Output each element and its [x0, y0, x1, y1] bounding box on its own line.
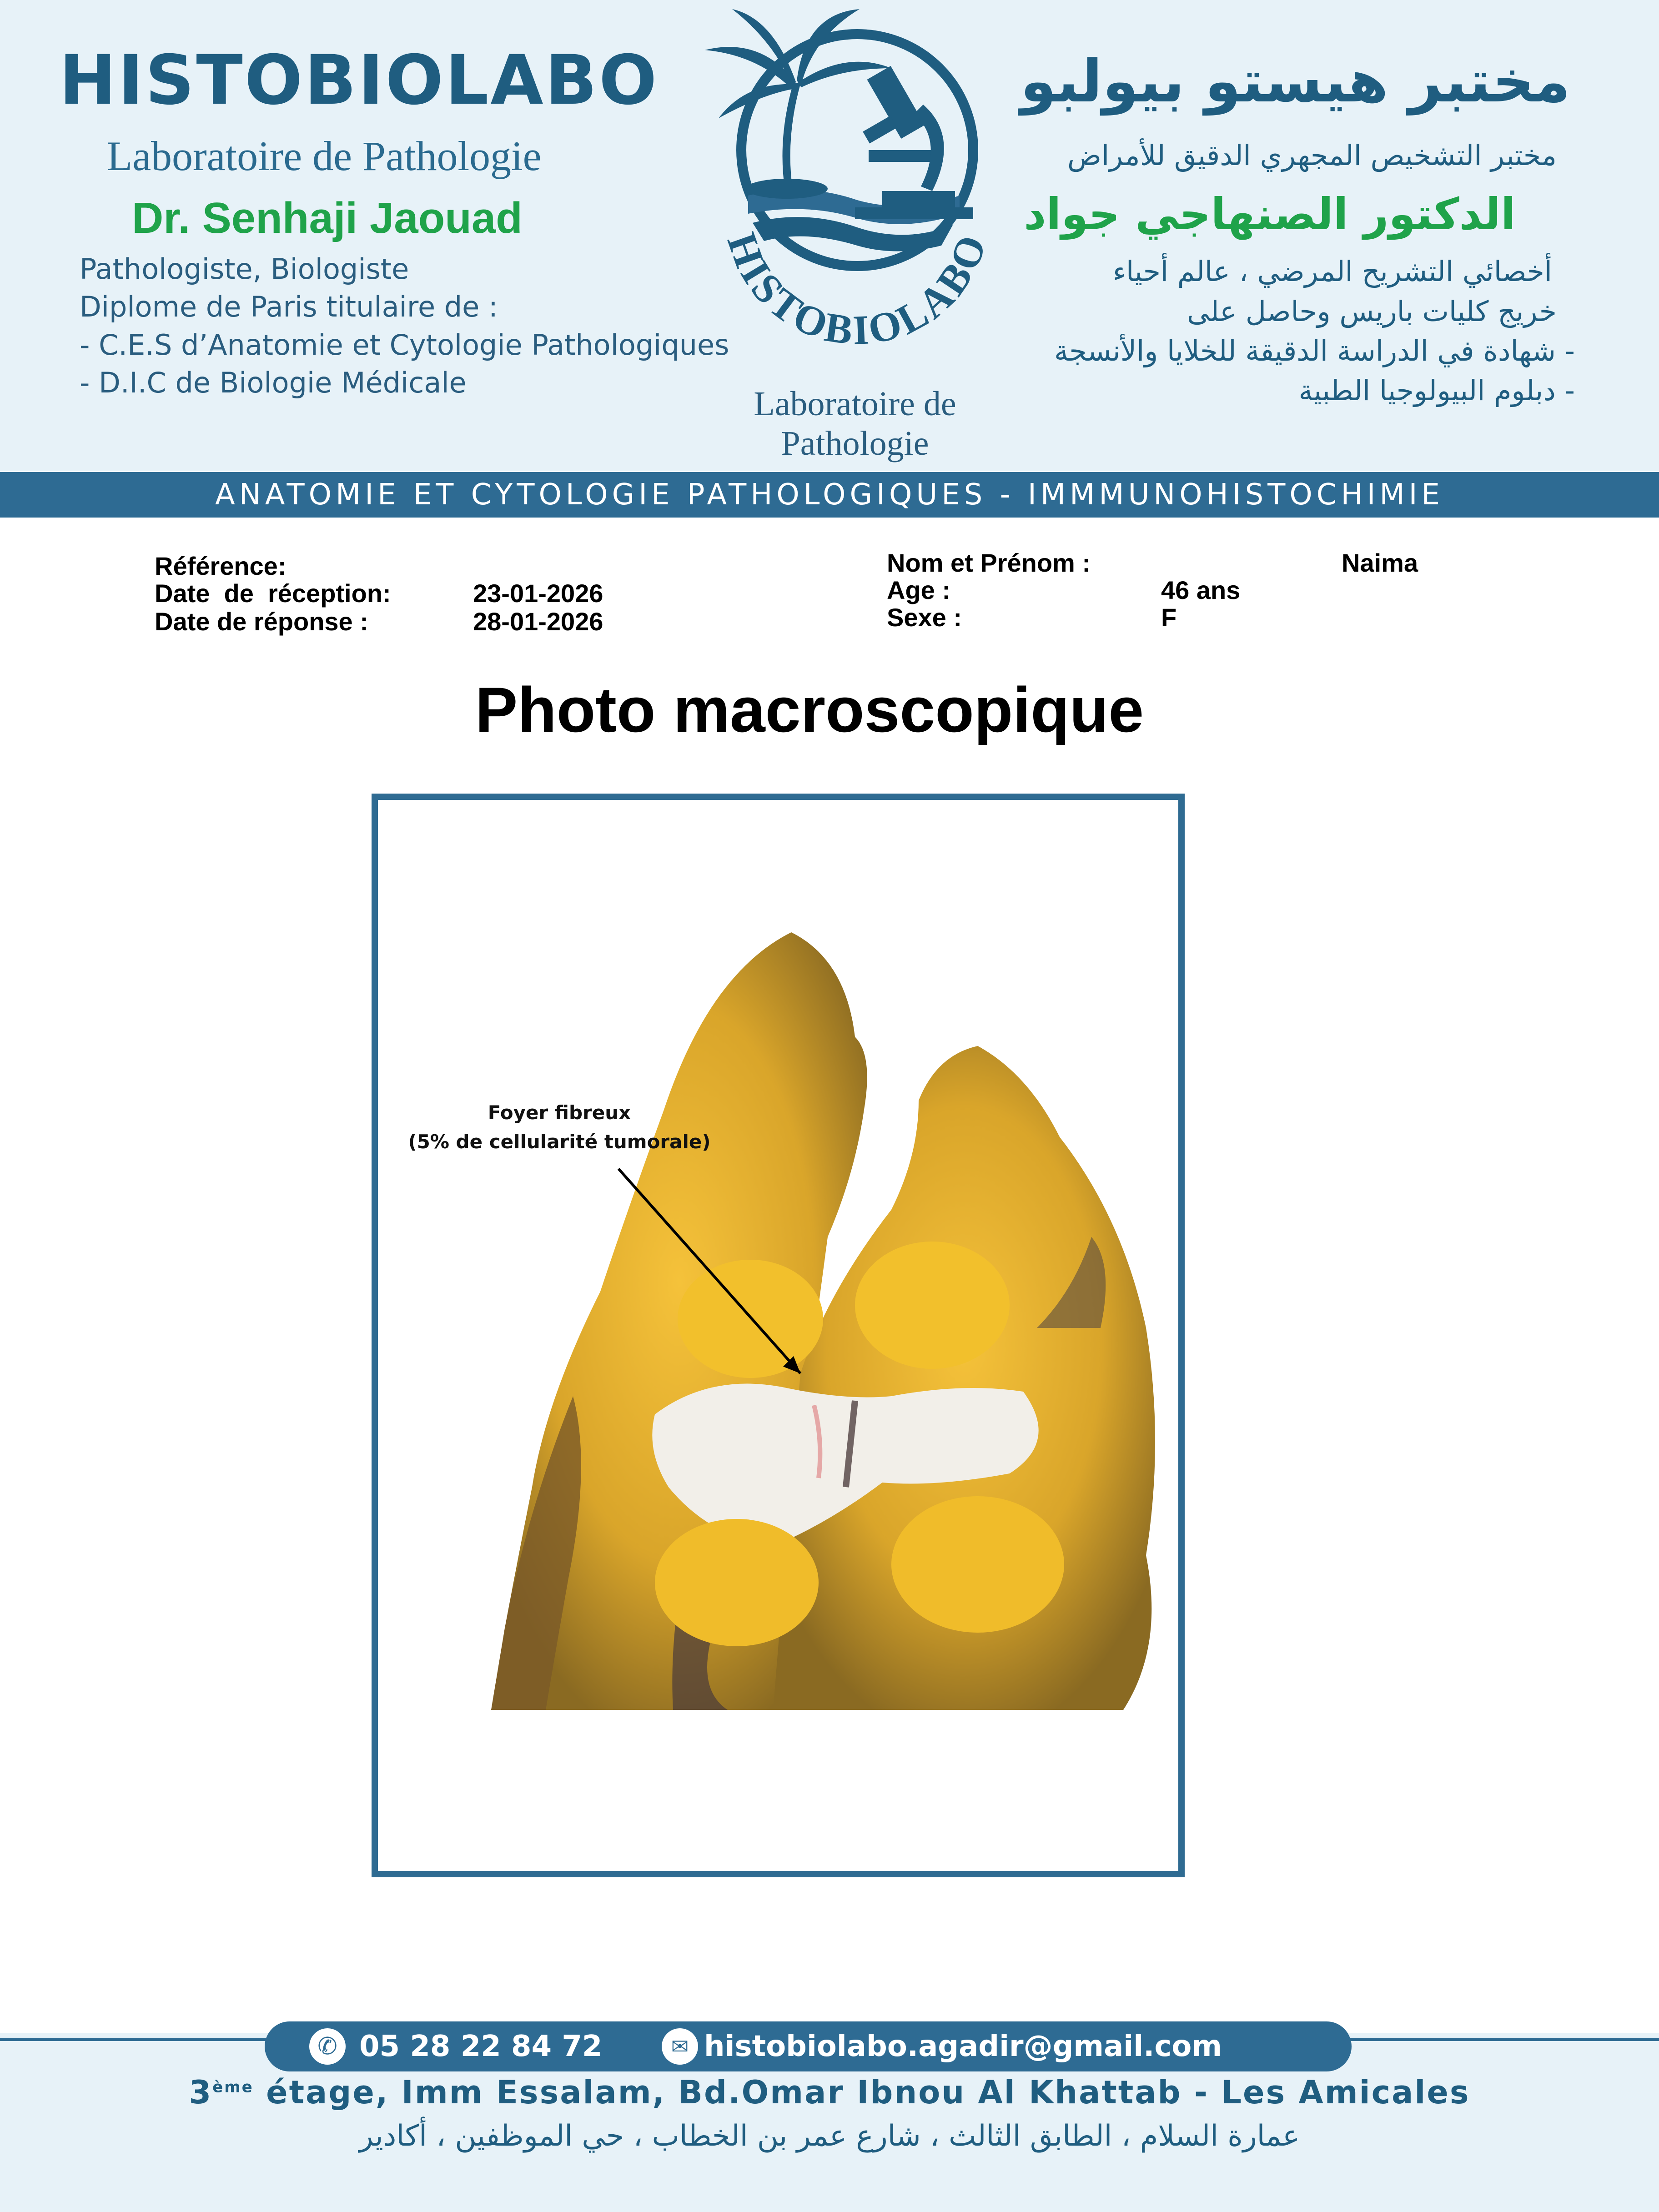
- sex-label: Sexe :: [887, 603, 962, 632]
- arabic-doctor-name: الدكتور الصنهاجي جواد: [1024, 189, 1516, 240]
- reception-date-value: 23-01-2026: [473, 579, 603, 608]
- email-address[interactable]: histobiolabo.agadir@gmail.com: [704, 2030, 1222, 2063]
- photo-annotation: [400, 1098, 719, 1156]
- annotation-line-1: Foyer fibreux: [488, 1101, 631, 1124]
- specialty-band: ANATOMIE ET CYTOLOGIE PATHOLOGIQUES - IMMMUNOHISTOCHIMIE: [0, 472, 1659, 518]
- phone-number[interactable]: 05 28 22 84 72: [359, 2030, 603, 2063]
- page-title: Photo macroscopique: [475, 674, 1144, 745]
- reference-label: Référence:: [155, 552, 287, 580]
- annotation-line-2: (5% de cellularité tumorale): [408, 1131, 711, 1153]
- logo-ring-text: HISTOBIOLABO: [718, 227, 996, 354]
- patient-name-value: Naima: [1342, 548, 1418, 577]
- address-floor-number: 3: [189, 2074, 213, 2111]
- credential-line-3: - C.E.S d’Anatomie et Cytologie Pathologiques: [80, 328, 729, 362]
- arabic-credential-3: - شهادة في الدراسة الدقيقة للخلايا والأنسجة: [1054, 334, 1575, 367]
- reception-date-label: Date de réception:: [155, 579, 391, 608]
- patient-name-label: Nom et Prénom :: [887, 548, 1091, 577]
- arabic-credential-1: أخصائي التشريح المرضي ، عالم أحياء: [1112, 255, 1552, 288]
- macroscopic-specimen-photo: [455, 919, 1191, 1719]
- sex-value: F: [1161, 603, 1177, 632]
- arabic-credential-4: - دبلوم البيولوجيا الطبية: [1298, 374, 1575, 407]
- phone-icon: ✆: [309, 2028, 346, 2065]
- email-icon: ✉: [662, 2028, 698, 2065]
- age-label: Age :: [887, 576, 950, 604]
- response-date-value: 28-01-2026: [473, 607, 603, 636]
- arabic-lab-subtitle: مختبر التشخيص المجهري الدقيق للأمراض: [1067, 139, 1557, 172]
- credential-line-4: - D.I.C de Biologie Médicale: [80, 366, 467, 399]
- arabic-address: عمارة السلام ، الطابق الثالث ، شارع عمر بن الخطاب ، حي الموظفين ، أكادير: [359, 2119, 1300, 2153]
- doctor-name: Dr. Senhaji Jaouad: [132, 194, 523, 242]
- credential-line-1: Pathologiste, Biologiste: [80, 252, 409, 286]
- address-text: étage, Imm Essalam, Bd.Omar Ibnou Al Khattab - Les Amicales: [253, 2074, 1470, 2111]
- lab-subtitle: Laboratoire de Pathologie: [107, 133, 542, 179]
- logo-caption: Laboratoire de Pathologie: [754, 385, 956, 463]
- histobiolabo-logo: [669, 0, 1041, 427]
- arabic-credential-2: خريج كليات باريس وحاصل على: [1187, 295, 1557, 328]
- response-date-label: Date de réponse :: [155, 607, 368, 636]
- credential-line-2: Diplome de Paris titulaire de :: [80, 290, 498, 323]
- address-line: [0, 2074, 1659, 2111]
- svg-text:HISTOBIOLABO: [719, 227, 996, 354]
- lab-name: HISTOBIOLABO: [59, 41, 659, 120]
- age-value: 46 ans: [1161, 576, 1241, 604]
- arabic-lab-name: مختبر هيستو بيولبو: [1020, 48, 1570, 116]
- address-floor-suffix: ème: [212, 2078, 254, 2096]
